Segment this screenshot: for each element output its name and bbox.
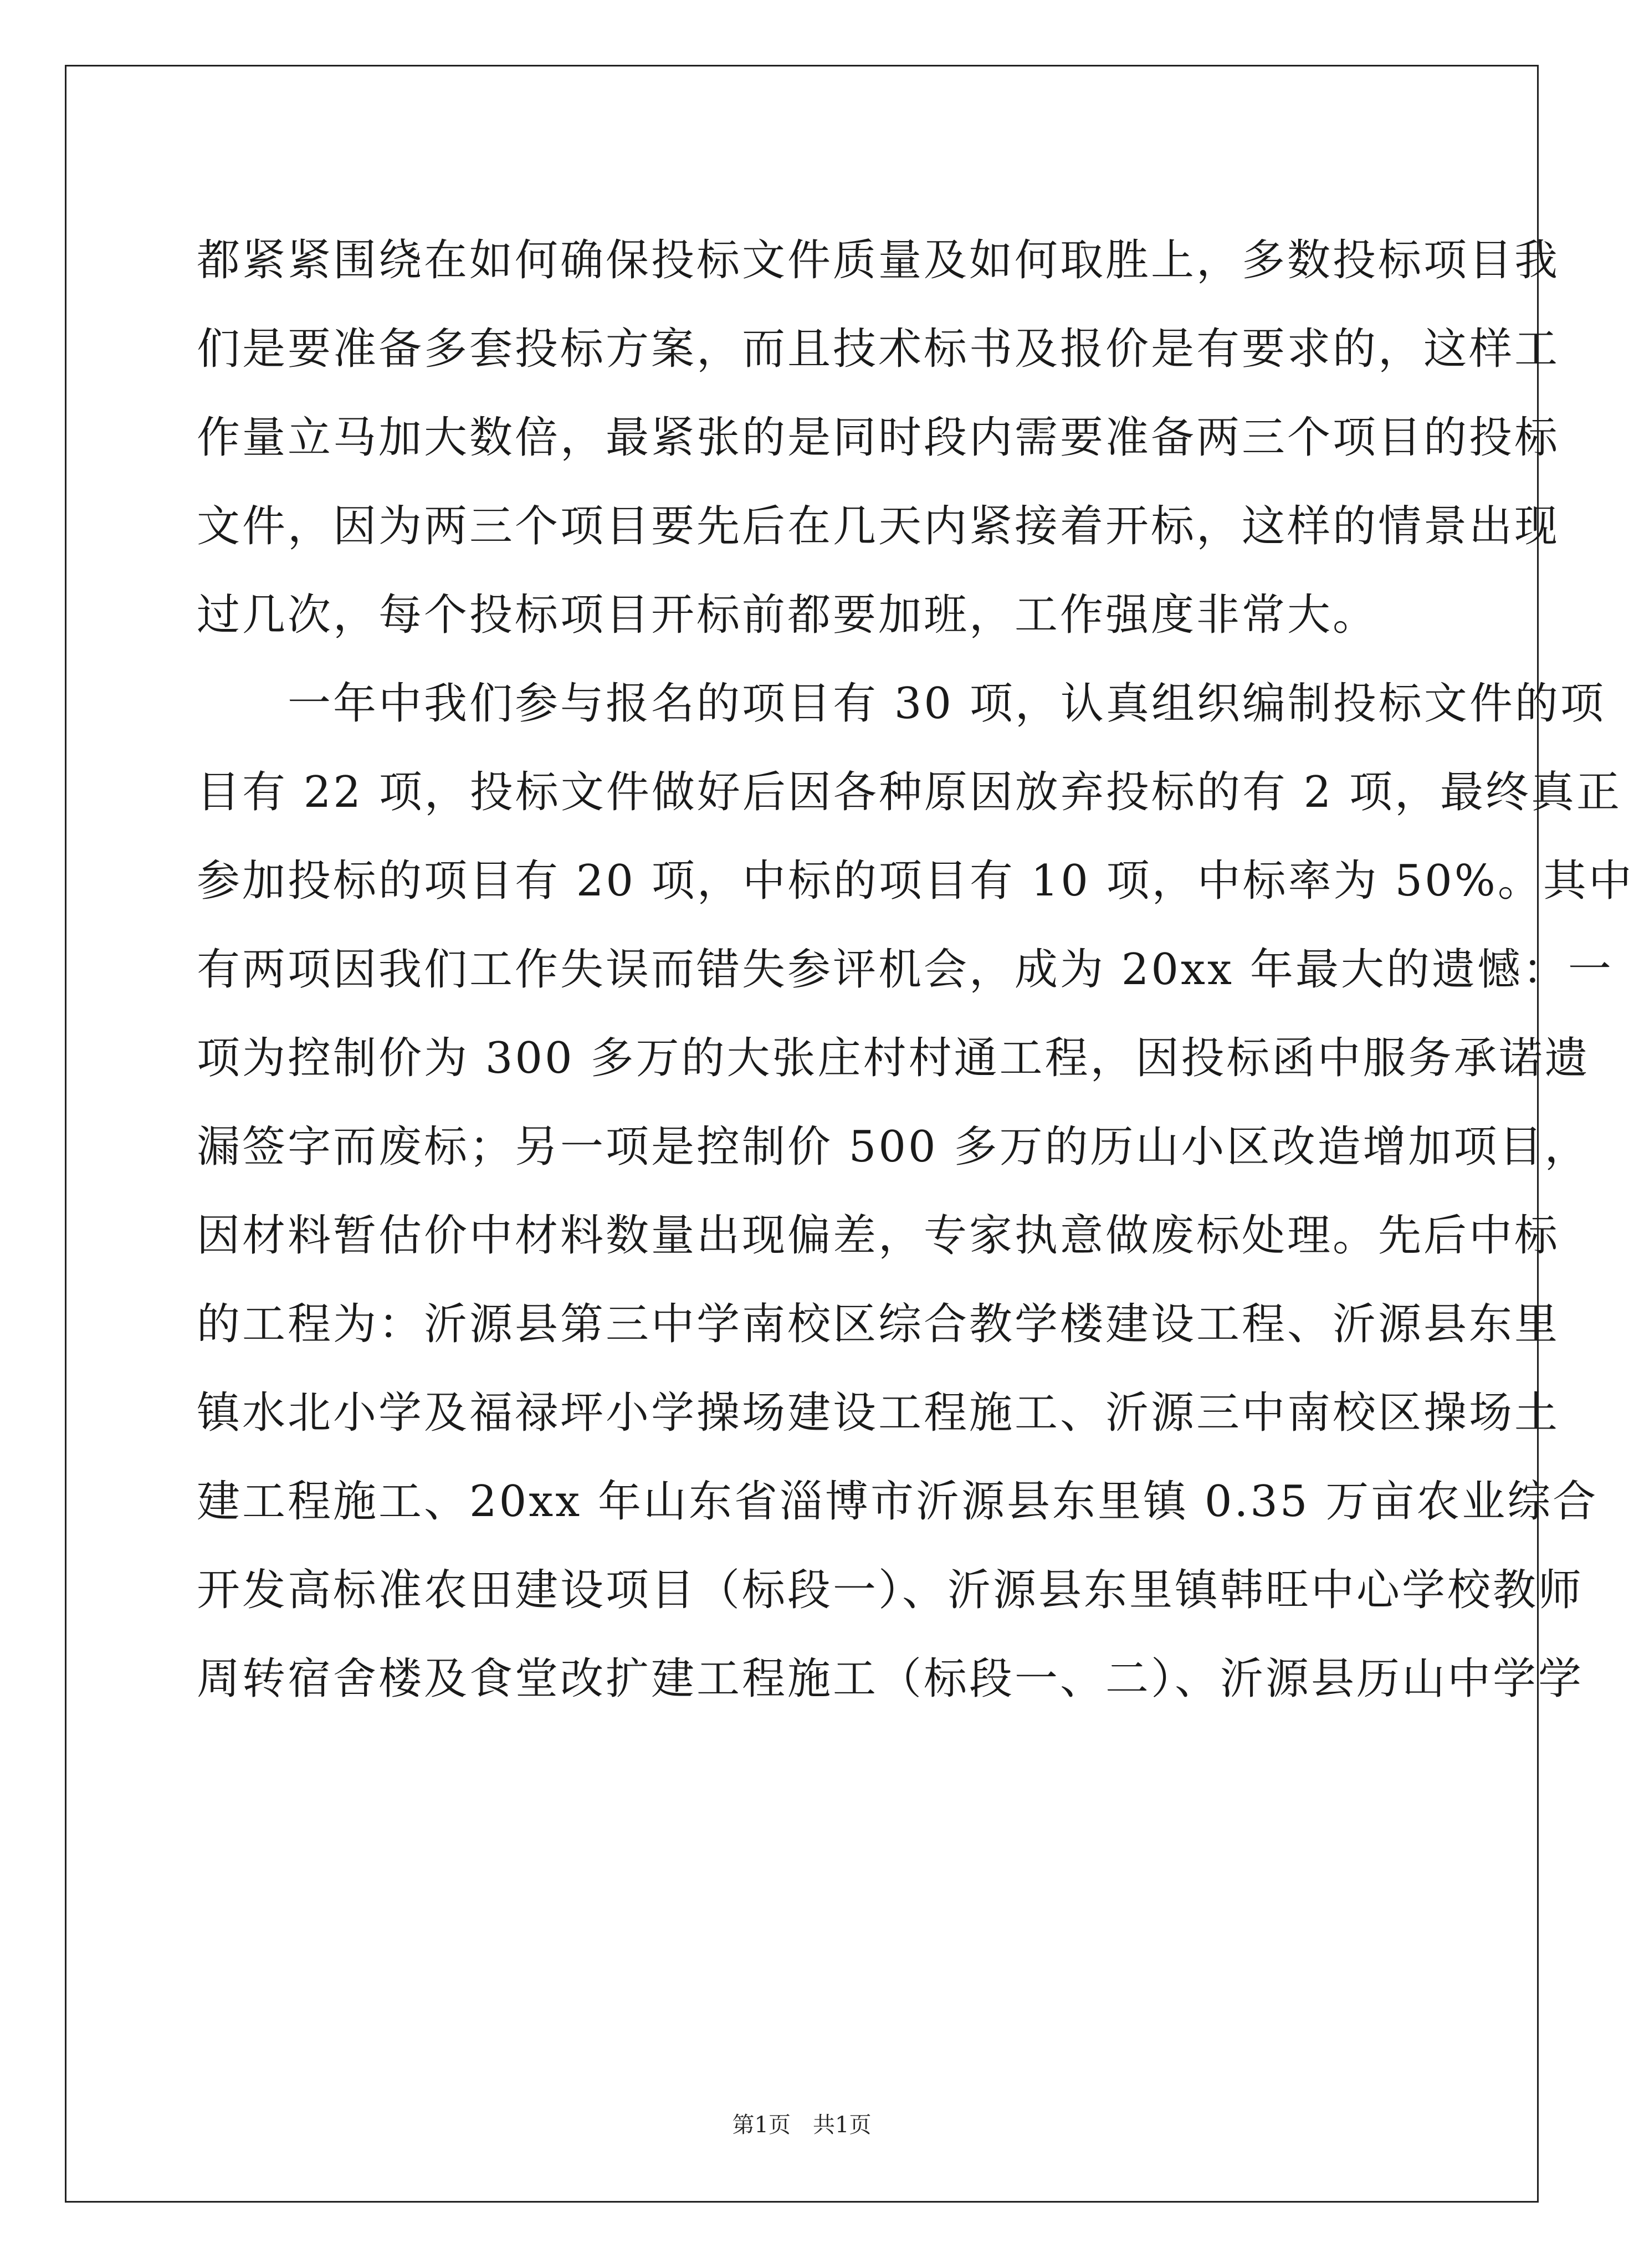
text-line: 周转宿舍楼及食堂改扩建工程施工（标段一、二）、沂源县历山中学学 [197,1654,1584,1704]
text-line: 项为控制价为 300 多万的大张庄村村通工程，因投标函中服务承诺遗 [197,1033,1590,1083]
text-line: 的工程为：沂源县第三中学南校区综合教学楼建设工程、沂源县东里 [197,1299,1560,1349]
text-line: 镇水北小学及福禄坪小学操场建设工程施工、沂源三中南校区操场土 [197,1388,1560,1438]
text-line: 漏签字而废标；另一项是控制价 500 多万的历山小区改造增加项目， [197,1122,1590,1172]
text-line: 因材料暂估价中材料数量出现偏差，专家执意做废标处理。先后中标 [197,1211,1560,1261]
text-line: 过几次，每个投标项目开标前都要加班，工作强度非常大。 [197,590,1379,640]
text-line: 文件，因为两三个项目要先后在几天内紧接着开标，这样的情景出现 [197,501,1560,551]
text-line: 一年中我们参与报名的项目有 30 项，认真组织编制投标文件的项 [197,679,1606,729]
text-line: 都紧紧围绕在如何确保投标文件质量及如何取胜上，多数投标项目我 [197,235,1560,285]
text-line: 参加投标的项目有 20 项，中标的项目有 10 项，中标率为 50%。其中 [197,856,1634,906]
text-line: 作量立马加大数倍，最紧张的是同时段内需要准备两三个项目的投标 [197,413,1560,463]
text-line: 建工程施工、20xx 年山东省淄博市沂源县东里镇 0.35 万亩农业综合 [197,1477,1599,1527]
text-line: 目有 22 项，投标文件做好后因各种原因放弃投标的有 2 项，最终真正 [197,767,1622,817]
text-line: 有两项因我们工作失误而错失参评机会，成为 20xx 年最大的遗憾：一 [197,945,1613,995]
text-line: 开发高标准农田建设项目（标段一）、沂源县东里镇韩旺中心学校教师 [197,1565,1584,1615]
text-line: 们是要准备多套投标方案，而且技术标书及报价是有要求的，这样工 [197,324,1560,374]
page-number-footer: 第1页 共1页 [732,2112,872,2138]
document-body [197,216,1634,1723]
